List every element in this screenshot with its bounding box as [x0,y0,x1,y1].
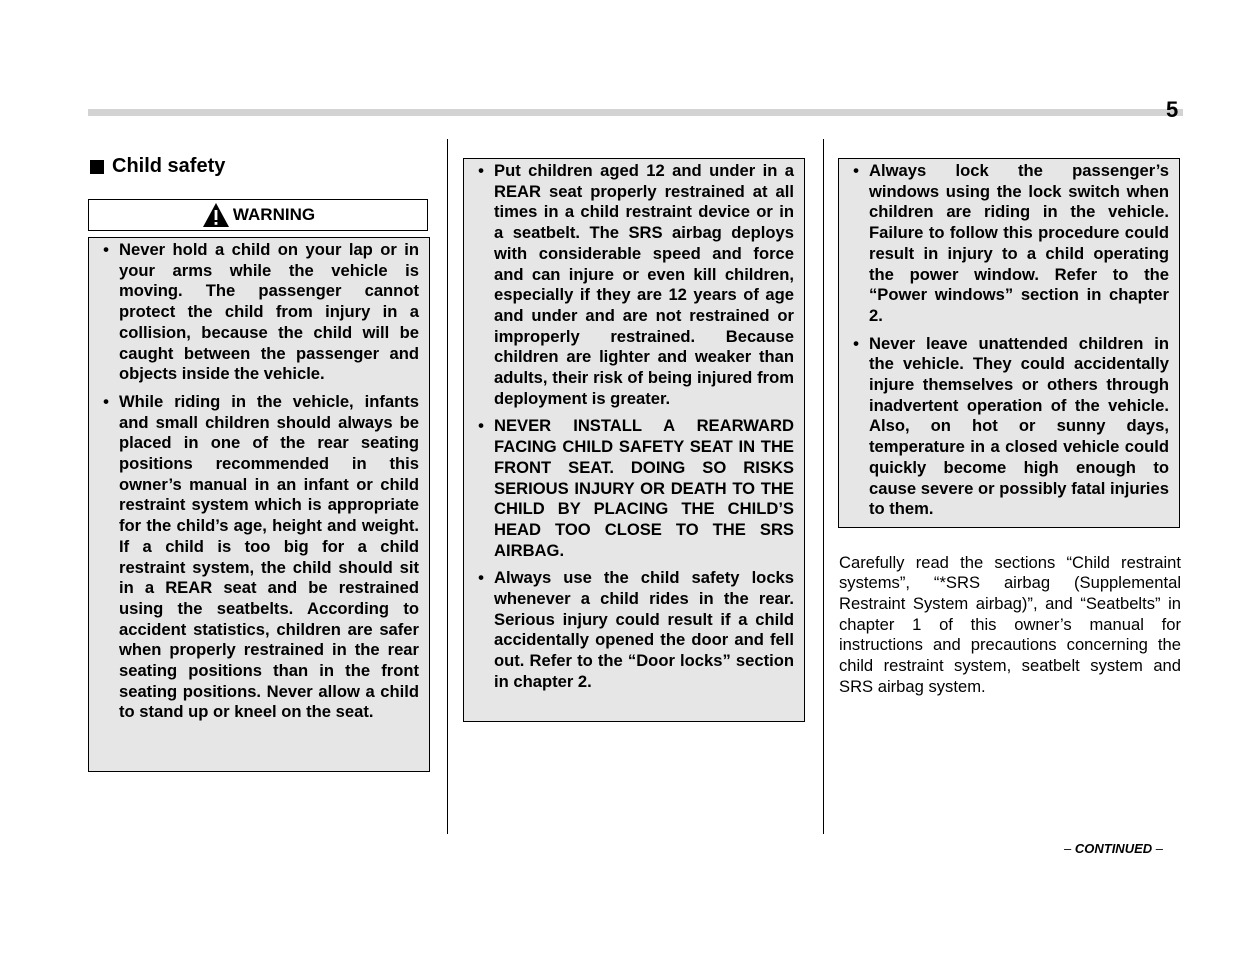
warning-triangle-icon [201,201,231,229]
continued-label: CONTINUED [1074,841,1153,856]
continued-marker [1064,841,1163,856]
bullet-dot: • [103,240,109,259]
column-divider [823,139,824,834]
warning-label [88,199,428,231]
bullet-dot: • [478,161,484,180]
warning-item-text: Put children aged 12 and under in a REAR seat properly restrained at all times in a child restraint device or in a seatbelt. The SRS airbag deploys with considerable speed and force and can injure or even kill children, especially if they are 12 years of age and under and are not restrained or improperly restrained. Because children are lighter and weaker than adults, their risk of being injured from deployment is greater. [494,161,794,408]
continued-dash: – [1155,841,1163,856]
warning-item-text: Always use the child safety locks whenever a child rides in the rear. Serious injury could result if a child accidentally opened the door and fell out. Refer to the “Door locks” section in chapter 2. [494,568,794,691]
warning-item [100,392,419,723]
warning-list [850,161,1169,520]
warning-item [475,568,794,692]
warning-item [475,416,794,561]
warning-item [100,240,419,385]
bullet-dot: • [853,161,859,180]
body-paragraph: Carefully read the sections “Child restraint systems”, “*SRS airbag (Supplemental Restraint System airbag)”, and “Seatbelts” in chapter 1 of this owner’s manual for instructions and precautions concerning the child restraint system, seatbelt system and SRS airbag system. [839,552,1181,696]
warning-item [850,334,1169,520]
column-divider [447,139,448,834]
warning-item [475,161,794,409]
bullet-dot: • [853,333,859,353]
section-heading [90,155,225,178]
warning-box-col3 [838,158,1180,528]
bullet-dot: • [478,568,484,588]
page-number: 5 [1166,97,1179,122]
warning-item-text: Never leave unattended children in the vehicle. They could accidentally injure themselves or others through inadvertent operation of the vehicle. Also, on hot or sunny days, temperature in a closed vehicle could quickly become high enough to cause severe or possibly fatal injuries to them. [869,333,1169,519]
warning-list [475,161,794,693]
warning-item-text: Always lock the passenger’s windows using the lock switch when children are riding in the vehicle. Failure to follow this procedure could result in injury to a child operating the power window. Refer to the “Power windows” section in chapter 2. [869,161,1169,325]
warning-item-text: Never hold a child on your lap or in your arms while the vehicle is moving. The passenger cannot protect the child from injury in a collision, because the child will be caught between the passenger and objects inside the vehicle. [119,240,419,384]
warning-box-col2 [463,158,805,722]
warning-item [850,161,1169,327]
warning-list [100,240,419,723]
header-bar [88,109,1183,116]
warning-item-text: While riding in the vehicle, infants and small children should always be placed in one of the rear seating positions recommended in this owner’s manual in an infant or child restraint system which is appropriate for the child’s age, height and weight. If a child is too big for a child restraint system, the child should sit in a REAR seat and be restrained using the seatbelts. According to accident statistics, children are safer when properly restrained in the rear seating positions than in the front seating positions. Never allow a child to stand up or kneel on the seat. [119,391,419,722]
warning-text: WARNING [232,205,316,224]
section-title: Child safety [112,155,226,177]
bullet-dot: • [478,416,484,436]
warning-box-col1 [88,237,430,772]
warning-item-text: NEVER INSTALL A REARWARD FACING CHILD SAFETY SEAT IN THE FRONT SEAT. DOING SO RISKS SERIOUS INJURY OR DEATH TO THE CHILD BY PLACING THE CHILD’S HEAD TOO CLOSE TO THE SRS AIRBAG. [494,416,794,560]
black-square-icon [90,160,104,174]
bullet-dot: • [103,391,109,411]
continued-dash: – [1064,841,1072,856]
